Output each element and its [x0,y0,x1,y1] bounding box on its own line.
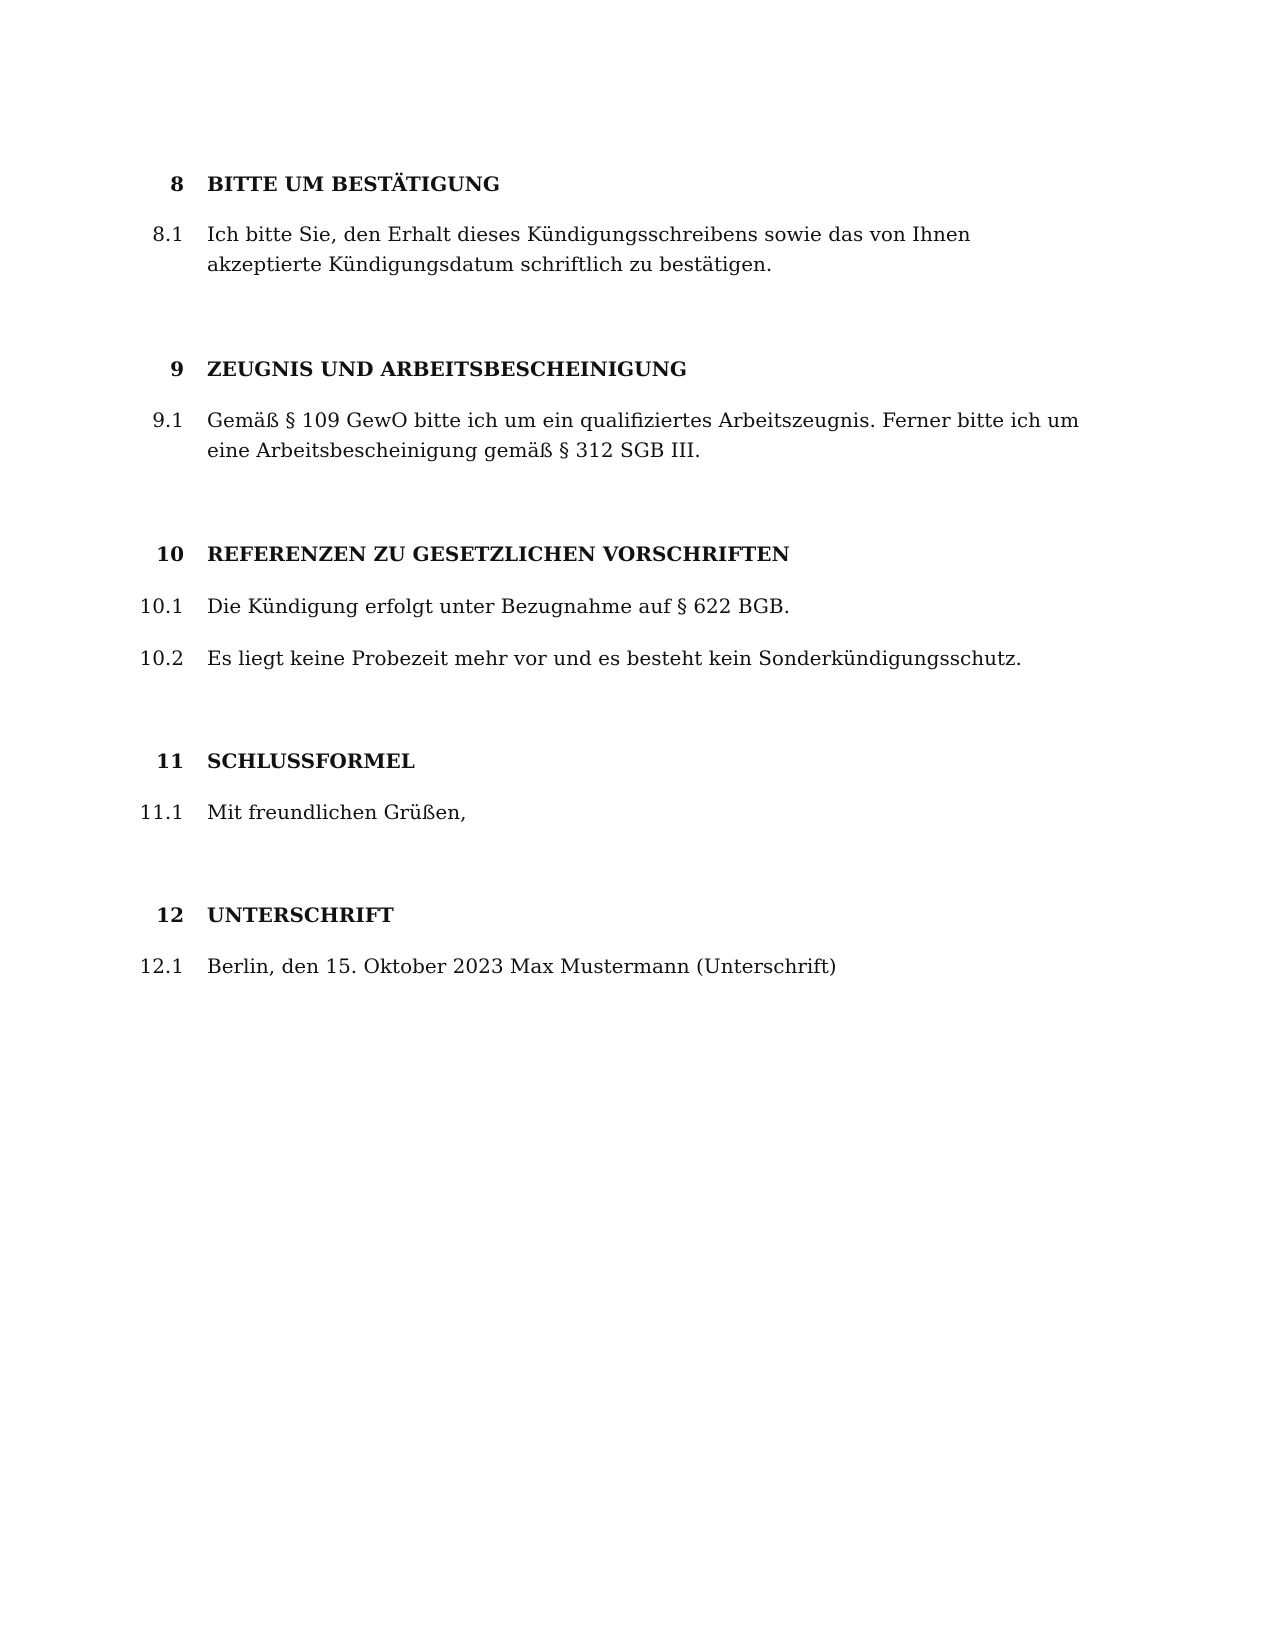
section-title: BITTE UM BESTÄTIGUNG [207,172,500,196]
section-title: REFERENZEN ZU GESETZLICHEN VORSCHRIFTEN [207,542,790,566]
clause-text: Mit freundlichen Grüßen, [207,800,467,824]
section-number: 10 [156,542,184,566]
clause-text: Gemäß § 109 GewO bitte ich um ein qualifiziertes Arbeitszeugnis. Ferner bitte ich um eine Arbeitsbescheinigung gemäß § 312 SGB III. [207,408,1080,462]
clause-text: Es liegt keine Probezeit mehr vor und es besteht kein Sonderkündigungsschutz. [207,646,1022,670]
section-number: 12 [156,903,184,927]
clause-number: 10.1 [139,594,184,618]
section-title: UNTERSCHRIFT [207,903,394,927]
clause-number: 11.1 [139,800,184,824]
clause-number: 9.1 [152,408,184,432]
section-title: ZEUGNIS UND ARBEITSBESCHEINIGUNG [207,357,687,381]
section-title: SCHLUSSFORMEL [207,749,415,773]
clause-number: 8.1 [152,222,184,246]
section-number: 8 [170,172,184,196]
section-heading-11 [0,746,1275,776]
section-heading-12 [0,900,1275,930]
clause-text: Die Kündigung erfolgt unter Bezugnahme auf § 622 BGB. [207,594,790,618]
clause-number: 12.1 [139,954,184,978]
clause-text: Ich bitte Sie, den Erhalt dieses Kündigungsschreibens sowie das von Ihnen akzeptierte Kündigungsdatum schriftlich zu bestätigen. [207,222,971,276]
section-heading-10 [0,539,1275,569]
clause-text: Berlin, den 15. Oktober 2023 Max Mustermann (Unterschrift) [207,954,837,978]
clause-number: 10.2 [139,646,184,670]
section-number: 11 [156,749,184,773]
section-heading-9 [0,354,1275,384]
section-number: 9 [170,357,184,381]
section-heading-8 [0,169,1275,199]
